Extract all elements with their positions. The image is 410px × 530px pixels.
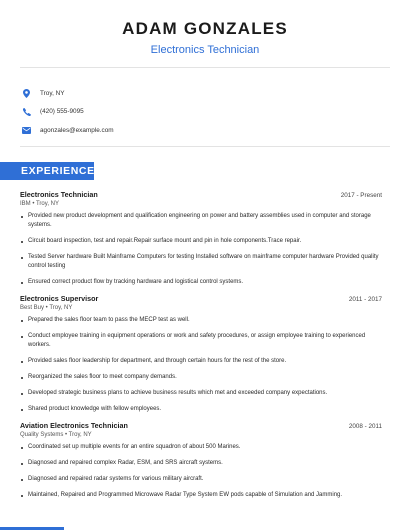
contact-email — [22, 121, 114, 139]
job-dates: 2011 - 2017 — [348, 296, 382, 303]
job-entry — [20, 190, 382, 287]
phone-icon — [22, 107, 31, 116]
contact-phone-text: (420) 555-9095 — [40, 108, 84, 115]
email-icon — [22, 126, 31, 135]
location-pin-icon — [22, 89, 31, 98]
job-employer: Best Buy • Troy, NY — [20, 305, 73, 311]
job-entry — [20, 421, 382, 500]
job-bullet: Shared product knowledge with fellow employees. — [20, 405, 382, 414]
job-bullet: Maintained, Repaired and Programmed Microwave Radar Type System EW pods capable of Simulation and Jamming. — [20, 491, 382, 500]
job-employer: Quality Systems • Troy, NY — [20, 432, 92, 438]
job-dates: 2017 - Present — [340, 192, 382, 199]
job-bullet: Coordinated set up multiple events for an entire squadron of about 500 Marines. — [20, 443, 382, 452]
experience-list — [20, 190, 382, 507]
job-bullet: Tested Server hardware Built Mainframe Computers for testing Installed software on mainframe computer hardware Provided quality control testing — [20, 253, 382, 271]
divider — [20, 146, 390, 147]
resume-header — [0, 0, 410, 57]
job-bullet: Reorganized the sales floor to meet company demands. — [20, 373, 382, 382]
job-bullet: Conduct employee training in equipment operations or work and safety procedures, or assign employee training to experienced workers. — [20, 332, 382, 350]
contact-email-text: agonzales@example.com — [40, 126, 114, 134]
job-bullet: Diagnosed and repaired complex Radar, ESM, and SRS aircraft systems. — [20, 459, 382, 468]
job-bullet: Prepared the sales floor team to pass the MECP test as well. — [20, 316, 382, 325]
candidate-title: Electronics Technician — [150, 44, 260, 56]
job-title: Aviation Electronics Technician — [20, 421, 128, 430]
job-dates: 2008 - 2011 — [348, 423, 382, 430]
job-employer: IBM • Troy, NY — [20, 201, 59, 207]
job-bullet: Provided new product development and qualification engineering on power and battery assemblies used in computer and storage systems. — [20, 212, 382, 230]
divider — [20, 67, 390, 68]
job-bullet: Developed strategic business plans to achieve business results which met and exceeded company expectations. — [20, 389, 382, 398]
contact-location-text: Troy, NY — [40, 89, 65, 97]
contact-list — [22, 84, 114, 140]
job-title: Electronics Supervisor — [20, 294, 99, 303]
job-entry — [20, 294, 382, 414]
section-heading-experience: EXPERIENCE — [0, 162, 94, 180]
job-title: Electronics Technician — [20, 190, 98, 199]
candidate-name: ADAM GONZALES — [122, 19, 288, 38]
job-bullet: Circuit board inspection, test and repair.Repair surface mount and pin in hole components.Trace repair. — [20, 237, 382, 246]
contact-location — [22, 84, 114, 102]
job-bullet: Ensured correct product flow by tracking hardware and logistical control systems. — [20, 278, 382, 287]
job-bullet: Provided sales floor leadership for department, and through certain hours for the rest of the store. — [20, 357, 382, 366]
contact-phone — [22, 103, 114, 121]
job-bullet: Diagnosed and repaired radar systems for various military aircraft. — [20, 475, 382, 484]
